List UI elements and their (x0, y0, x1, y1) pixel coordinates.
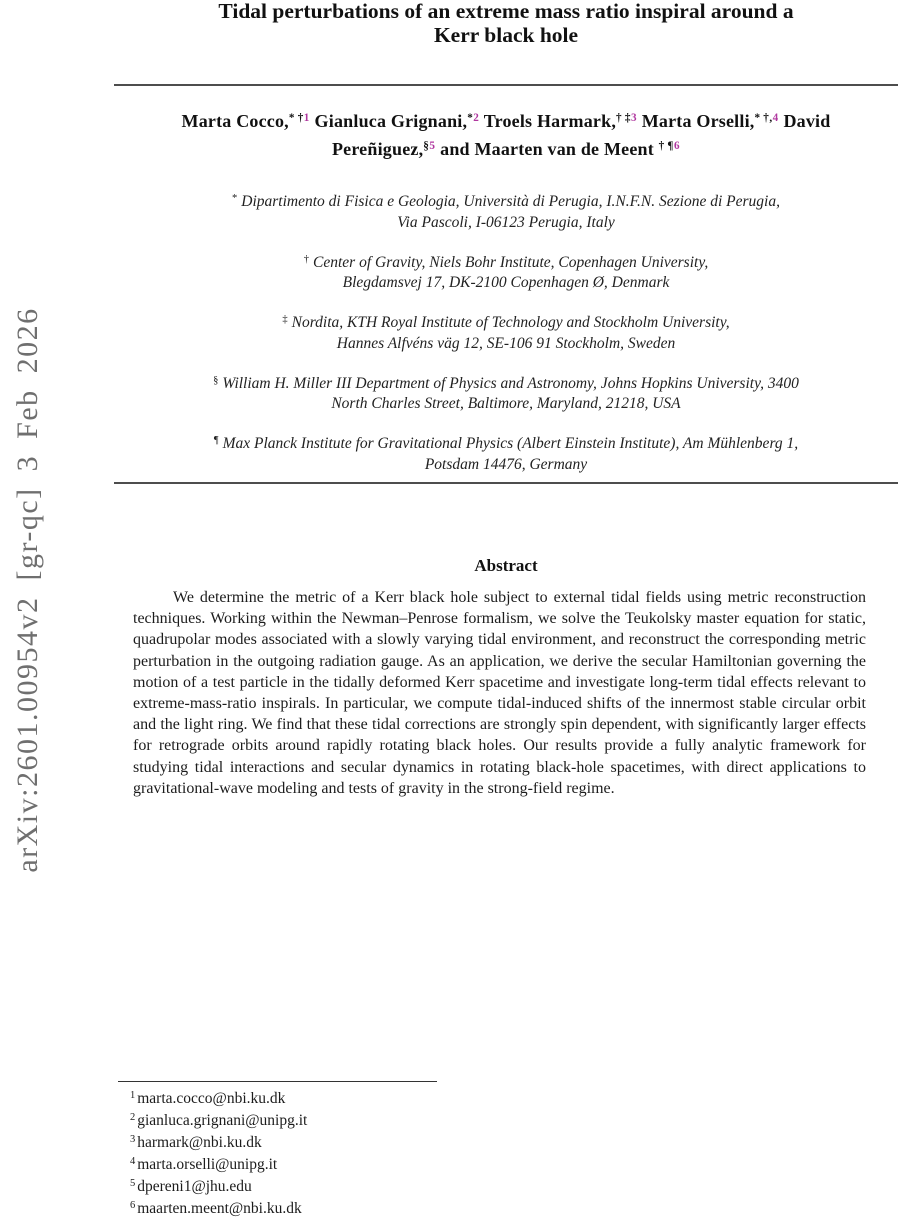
affiliation-text: Potsdam 14476, Germany (424, 455, 588, 473)
footnote-item (130, 1174, 307, 1196)
author-name-text: Marta Orselli, (637, 111, 755, 131)
affiliation-text: Hannes Alfvéns väg 12, SE-106 91 Stockholm, Sweden (336, 334, 676, 352)
affiliation-text: Max Planck Institute for Gravitational Physics (Albert Einstein Institute), Am Mühlenberg 1, (222, 435, 799, 452)
footnote-item (130, 1108, 307, 1130)
footnote-number: 6 (130, 1200, 136, 1211)
author-name-text: Marta Cocco, (181, 111, 289, 131)
footnote-item (130, 1130, 307, 1152)
footnote-number: 1 (130, 1090, 136, 1101)
affiliation-max-planck (114, 431, 898, 475)
affiliation-text: Center of Gravity, Niels Bohr Institute, Copenhagen University, (313, 253, 709, 271)
footnote-ref-link[interactable]: 2 (473, 112, 480, 124)
footnotes (130, 1086, 307, 1218)
footnote-ref-symbol: * †, (754, 112, 773, 124)
author-name-text: Gianluca Grignani, (309, 111, 468, 131)
affiliation-copenhagen (114, 250, 898, 294)
footnote-number: 3 (130, 1134, 136, 1145)
affiliation-perugia (114, 189, 898, 233)
author-line-2 (114, 134, 898, 162)
affiliations (114, 189, 898, 492)
footnote-rule (118, 1081, 437, 1082)
affiliation-text: North Charles Street, Baltimore, Maryland, 21218, USA (331, 395, 681, 412)
affiliation-text: Via Pascoli, I-06123 Perugia, Italy (397, 213, 615, 231)
paper-title-line2: Kerr black hole (433, 22, 579, 47)
affiliation-symbol: ‡ (282, 314, 288, 325)
footnote-ref-link[interactable]: 6 (673, 139, 681, 152)
arxiv-watermark: arXiv:2601.00954v2 [gr-qc] 3 Feb 2026 (11, 307, 44, 873)
footnote-ref-symbol: † ¶ (658, 139, 674, 152)
footnote-number: 4 (130, 1156, 136, 1167)
affiliation-text: Nordita, KTH Royal Institute of Technology and Stockholm University, (291, 314, 730, 331)
footnote-email: maarten.meent@nbi.ku.dk (137, 1200, 302, 1217)
title-separator-rule (114, 84, 898, 86)
footnote-ref-symbol: § (423, 139, 430, 152)
footnote-ref-symbol: † ‡ (616, 112, 631, 124)
footnote-email: marta.orselli@unipg.it (137, 1156, 278, 1173)
footnote-ref-link[interactable]: 1 (303, 112, 310, 124)
affiliation-line (114, 310, 898, 334)
footnote-ref-symbol: * † (288, 112, 304, 124)
affiliation-line (114, 250, 898, 274)
footnote-email: gianluca.grignani@unipg.it (137, 1112, 308, 1129)
affiliation-line (114, 189, 898, 213)
affiliation-text: Blegdamsvej 17, DK-2100 Copenhagen Ø, Denmark (342, 274, 670, 291)
affiliations-separator-rule (114, 482, 898, 484)
affiliation-line (114, 371, 898, 395)
footnote-item (130, 1086, 307, 1108)
footnote-ref-link[interactable]: 4 (772, 112, 779, 124)
abstract-text: We determine the metric of a Kerr black hole subject to external tidal fields using metric reconstruction techniques. Working within the Newman–Penrose formalism, we solve the Teukolsky master equation for static, quadrupolar modes associated with a slowly varying tidal environment, and reconstruct the corresponding metric perturbation in the outgoing radiation gauge. As an application, we derive the secular Hamiltonian governing the motion of a test particle in the tidally deformed Kerr spacetime and investigate long-term tidal effects relevant to extreme-mass-ratio inspirals. In particular, we compute tidal-induced shifts of the innermost stable circular orbit and the light ring. We find that these tidal corrections are strongly spin dependent, with significantly larger effects for retrograde orbits around rapidly rotating black holes. Our results provide a fully analytic framework for studying tidal interactions and secular dynamics in rotating black-hole spacetimes, with direct applications to gravitational-wave modeling and tests of gravity in the strong-field regime. (133, 589, 866, 797)
footnote-item (130, 1152, 307, 1174)
affiliation-symbol: § (213, 374, 219, 386)
author-name-text: Troels Harmark, (479, 111, 617, 131)
abstract-heading: Abstract (474, 556, 538, 575)
affiliation-johns-hopkins (114, 371, 898, 415)
author-name-text: Pereñiguez, (331, 138, 424, 159)
affiliation-text: Dipartimento di Fisica e Geologia, Università di Perugia, I.N.F.N. Sezione di Perugia, (241, 193, 780, 210)
footnote-email: harmark@nbi.ku.dk (137, 1134, 262, 1151)
footnote-number: 2 (130, 1112, 136, 1123)
author-list (114, 106, 898, 161)
paper-title-line1: Tidal perturbations of an extreme mass ratio inspiral around a (218, 0, 794, 23)
footnote-number: 5 (130, 1178, 136, 1189)
author-line-1 (114, 106, 898, 134)
footnote-ref-link[interactable]: 5 (429, 139, 436, 152)
affiliation-symbol: * (232, 193, 238, 204)
affiliation-symbol: ¶ (213, 435, 219, 446)
footnote-item (130, 1196, 307, 1218)
footnote-ref-link[interactable]: 3 (630, 112, 638, 124)
author-name-text: David (778, 111, 831, 131)
footnote-email: marta.cocco@nbi.ku.dk (137, 1090, 286, 1107)
affiliation-line (114, 431, 898, 455)
affiliation-nordita (114, 310, 898, 354)
footnote-ref-symbol: * (467, 112, 474, 124)
affiliation-symbol: † (303, 253, 310, 265)
affiliation-text: William H. Miller III Department of Physics and Astronomy, Johns Hopkins University, 3400 (222, 374, 799, 392)
footnote-email: dpereni1@jhu.edu (137, 1178, 252, 1195)
author-name-text: and Maarten van de Meent (435, 138, 659, 159)
paper-title (114, 0, 898, 47)
